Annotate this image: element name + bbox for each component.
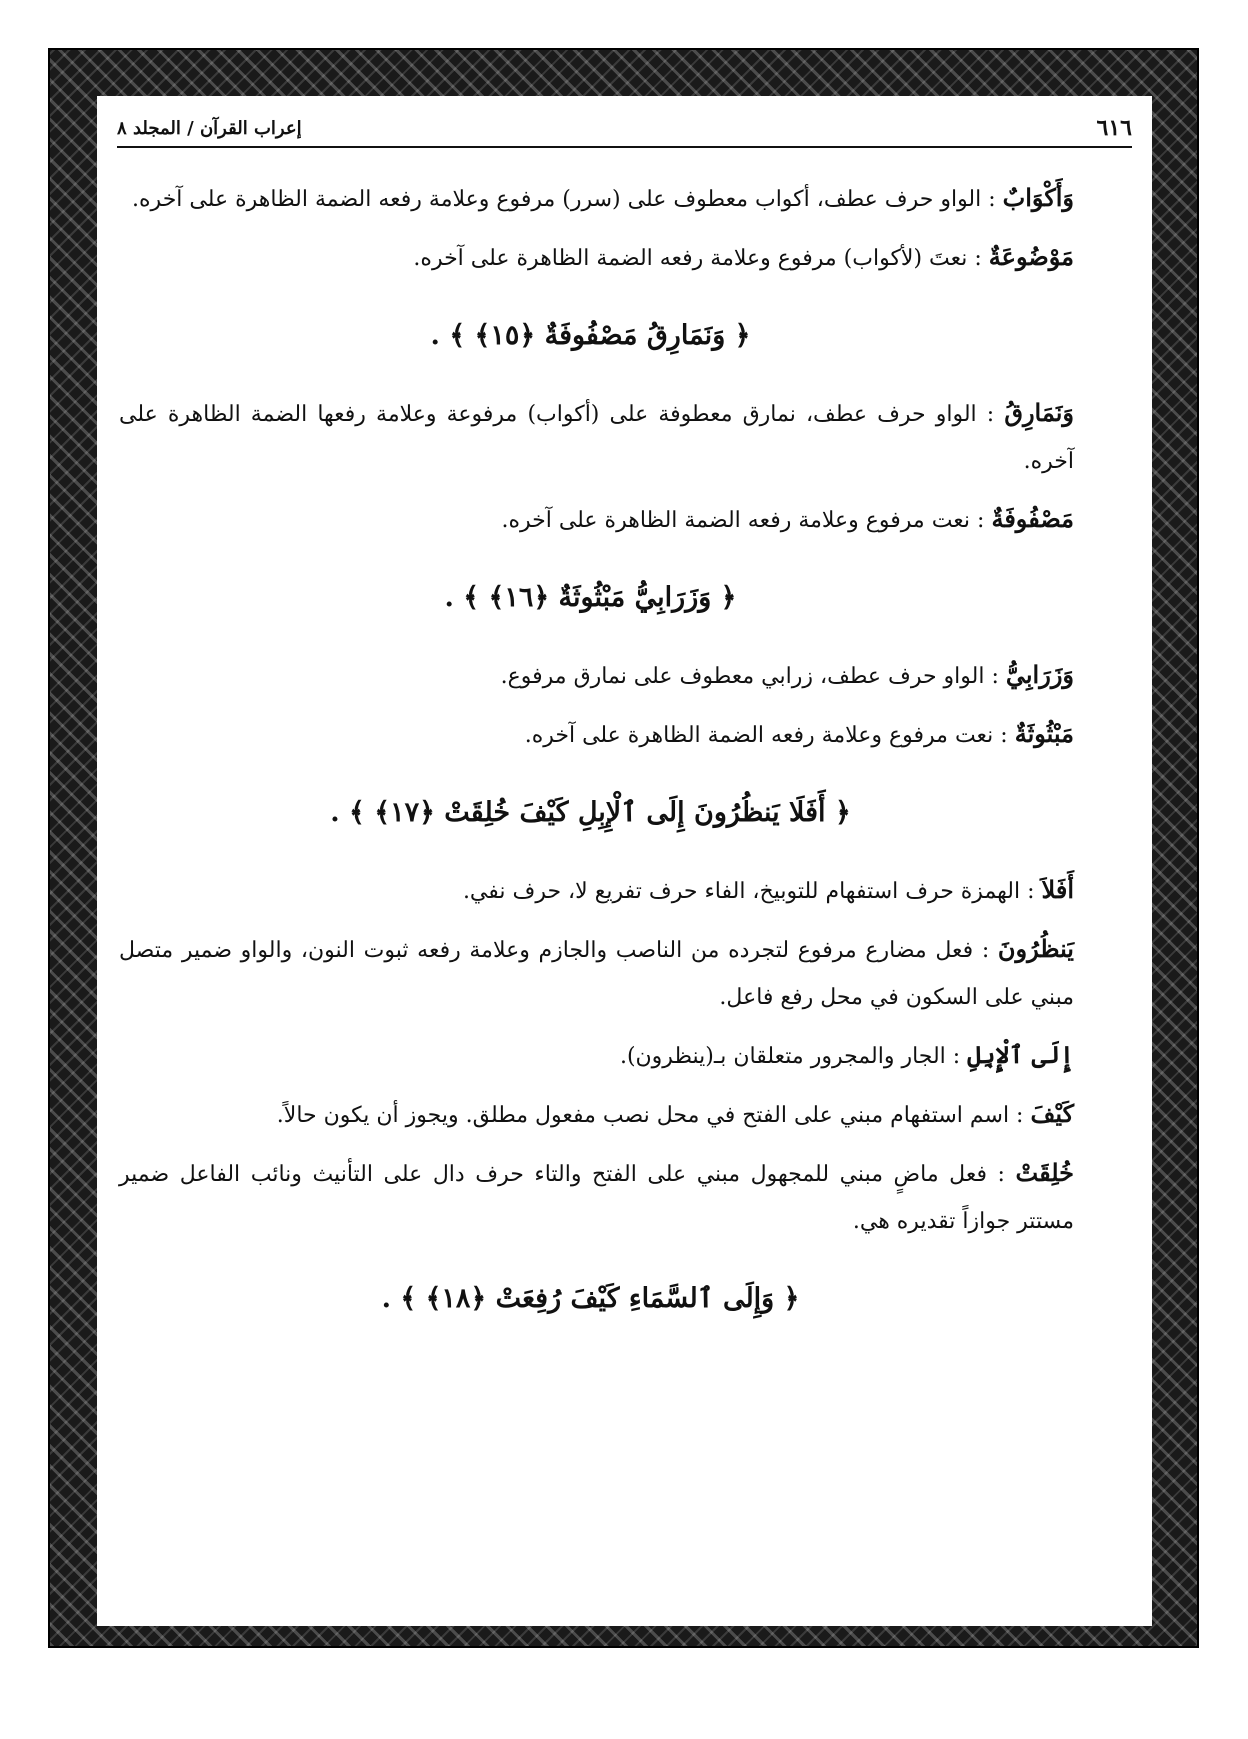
entry-text: : الواو حرف عطف، أكواب معطوف على (سرر) مرفوع وعلامة رفعه الضمة الظاهرة على آخره. bbox=[132, 187, 996, 212]
entry-text: : فعل ماضٍ مبني للمجهول مبني على الفتح والتاء حرف دال على التأنيث ونائب الفاعل ضمير مستتر جوازاً تقديره هي. bbox=[119, 1162, 1074, 1234]
entry-mabthutha bbox=[119, 710, 1122, 759]
entry-text: : نعت مرفوع وعلامة رفعه الضمة الظاهرة على آخره. bbox=[501, 508, 985, 533]
page-number: ٦١٦ bbox=[1096, 115, 1132, 141]
entry-text: : الهمزة حرف استفهام للتوبيخ، الفاء حرف تفريع لا، حرف نفي. bbox=[462, 879, 1035, 904]
entry-yanzurun bbox=[119, 925, 1122, 1021]
entry-masfufa bbox=[119, 495, 1122, 544]
quran-verse-16: ﴿ وَزَرَابِيُّ مَبْثُوثَةٌ ﴿١٦﴾ ﴾ . bbox=[444, 582, 737, 613]
entry-text: : اسم استفهام مبني على الفتح في محل نصب مفعول مطلق. ويجوز أن يكون حالاً. bbox=[276, 1103, 1024, 1128]
page-content bbox=[119, 174, 1122, 1352]
entry-text: : نعت مرفوع وعلامة رفعه الضمة الظاهرة على آخره. bbox=[524, 723, 1008, 748]
quran-verse-18: ﴿ وَإِلَى ٱلسَّمَاءِ كَيْفَ رُفِعَتْ ﴿١٨﴾ ﴾ . bbox=[381, 1283, 800, 1314]
entry-term: خُلِقَتْ bbox=[1015, 1158, 1075, 1187]
entry-text: : نعتَ (لأكواب) مرفوع وعلامة رفعه الضمة الظاهرة على آخره. bbox=[413, 246, 982, 271]
entry-term: وَنَمَارِقُ bbox=[1004, 398, 1074, 427]
entry-ila-al-ibil bbox=[119, 1031, 1122, 1080]
page bbox=[97, 96, 1152, 1626]
entry-afala bbox=[119, 866, 1122, 915]
entry-term: أَفَلاَ bbox=[1041, 875, 1074, 904]
entry-khuliqat bbox=[119, 1149, 1122, 1245]
entry-term: إِلَى ٱلْإِبِلِ bbox=[967, 1040, 1074, 1069]
entry-term: مَصْفُوفَةٌ bbox=[991, 504, 1074, 533]
quran-verse-17: ﴿ أَفَلَا يَنظُرُونَ إِلَى ٱلْإِبِلِ كَيْفَ خُلِقَتْ ﴿١٧﴾ ﴾ . bbox=[330, 797, 851, 828]
entry-zarabi bbox=[119, 651, 1122, 700]
entry-term: يَنظُرُونَ bbox=[997, 934, 1074, 963]
entry-kayfa bbox=[119, 1090, 1122, 1139]
entry-text: : فعل مضارع مرفوع لتجرده من الناصب والجازم وعلامة رفعه ثبوت النون، والواو ضمير متصل مبني على السكون في محل رفع فاعل. bbox=[119, 938, 1074, 1010]
quran-verse-15: ﴿ وَنَمَارِقُ مَصْفُوفَةٌ ﴿١٥﴾ ﴾ . bbox=[430, 320, 751, 351]
running-title: إعراب القرآن / المجلد ٨ bbox=[117, 117, 302, 139]
entry-mawdua bbox=[119, 233, 1122, 282]
entry-akwab bbox=[119, 174, 1122, 223]
entry-namariq bbox=[119, 389, 1122, 485]
page-header bbox=[117, 110, 1132, 148]
entry-term: وَأَكْوَابٌ bbox=[1002, 183, 1074, 212]
entry-text: : الواو حرف عطف، زرابي معطوف على نمارق مرفوع. bbox=[500, 664, 999, 689]
entry-term: مَوْضُوعَةٌ bbox=[988, 242, 1074, 271]
entry-term: مَبْثُوثَةٌ bbox=[1014, 719, 1074, 748]
entry-text: : الجار والمجرور متعلقان بـ(ينظرون). bbox=[619, 1044, 961, 1069]
entry-term: وَزَرَابِيُّ bbox=[1005, 660, 1074, 689]
entry-text: : الواو حرف عطف، نمارق معطوفة على (أكواب) مرفوعة وعلامة رفعها الضمة الظاهرة على آخره. bbox=[119, 402, 1074, 474]
entry-term: كَيْفَ bbox=[1030, 1099, 1074, 1128]
